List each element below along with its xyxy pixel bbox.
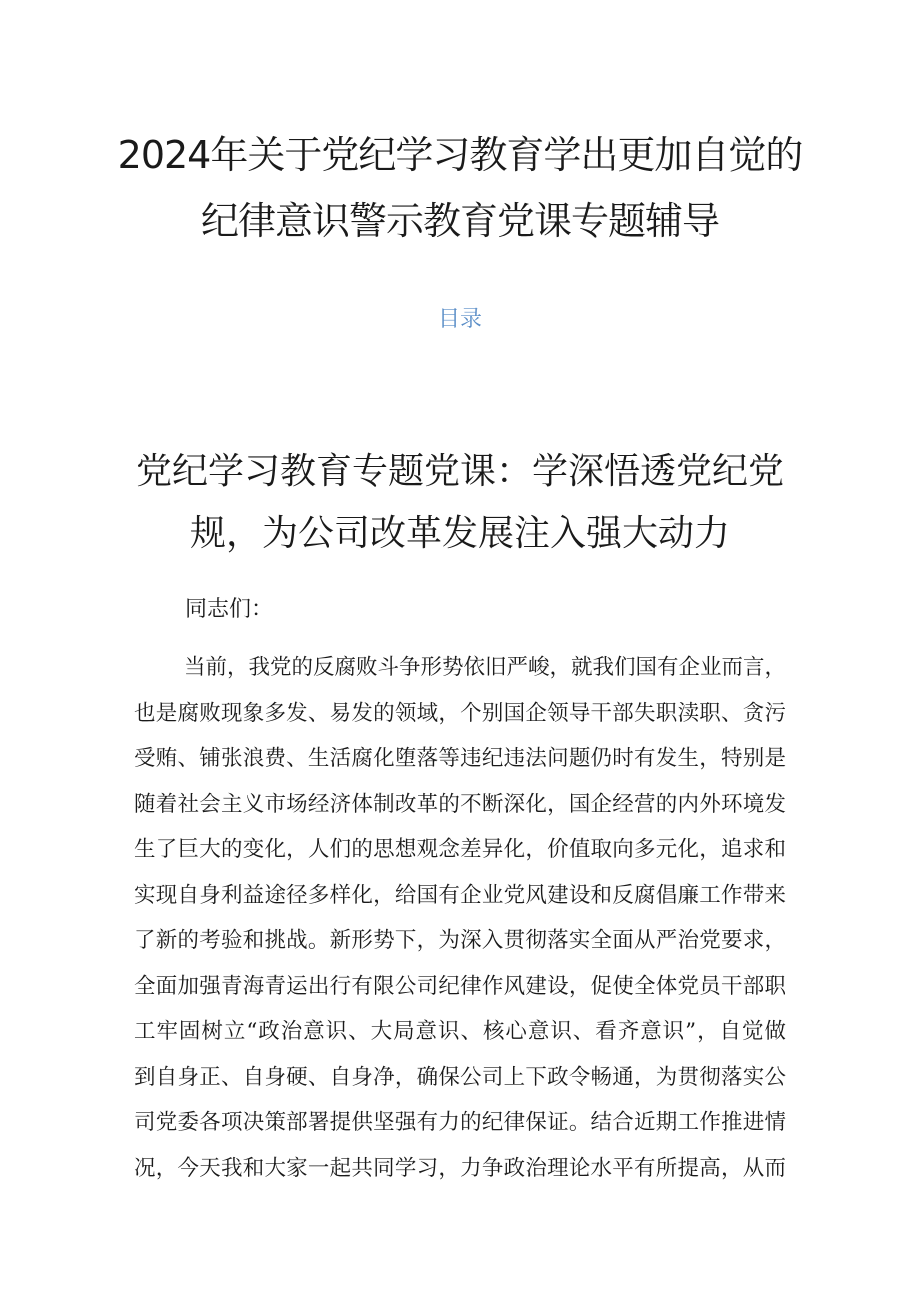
document-title-line-1: 2024年关于党纪学习教育学出更加自觉的 — [117, 133, 803, 177]
body-line: 全面加强青海青运出行有限公司纪律作风建设，促使全体党员干部职 — [134, 973, 786, 999]
body-line: 工牢固树立“政治意识、大局意识、核心意识、看齐意识”，自觉做 — [134, 1019, 786, 1044]
body-line: 实现自身利益途径多样化，给国有企业党风建设和反腐倡廉工作带来 — [134, 882, 786, 908]
document-title — [0, 122, 920, 254]
body-line: 了新的考验和挑战。新形势下，为深入贯彻落实全面从严治党要求， — [134, 928, 786, 953]
body-line: 也是腐败现象多发、易发的领域，个别国企领导干部失职渎职、贪污 — [134, 700, 786, 726]
salutation: 同志们： — [185, 597, 274, 622]
body-line: 当前，我党的反腐败斗争形势依旧严峻，就我们国有企业而言， — [184, 655, 787, 680]
body-line: 随着社会主义市场经济体制改革的不断深化，国企经营的内外环境发 — [134, 791, 786, 817]
body-line: 司党委各项决策部署提供坚强有力的纪律保证。结合近期工作推进情 — [134, 1110, 786, 1135]
table-of-contents-heading[interactable]: 目录 — [437, 307, 482, 332]
body-line: 到自身正、自身硬、自身净，确保公司上下政令畅通，为贯彻落实公 — [134, 1064, 786, 1090]
body-line: 生了巨大的变化，人们的思想观念差异化，价值取向多元化，追求和 — [134, 837, 786, 862]
body-paragraph — [134, 645, 786, 1191]
section-title — [120, 441, 800, 565]
section-title-line-2: 规，为公司改革发展注入强大动力 — [189, 513, 730, 554]
body-line: 受贿、铺张浪费、生活腐化堕落等违纪违法问题仍时有发生，特别是 — [134, 746, 786, 771]
body-line: 况，今天我和大家一起共同学习，力争政治理论水平有所提高，从而 — [134, 1155, 786, 1181]
section-title-line-1: 党纪学习教育专题党课：学深悟透党纪党 — [135, 451, 784, 492]
document-title-line-2: 纪律意识警示教育党课专题辅导 — [200, 199, 719, 243]
